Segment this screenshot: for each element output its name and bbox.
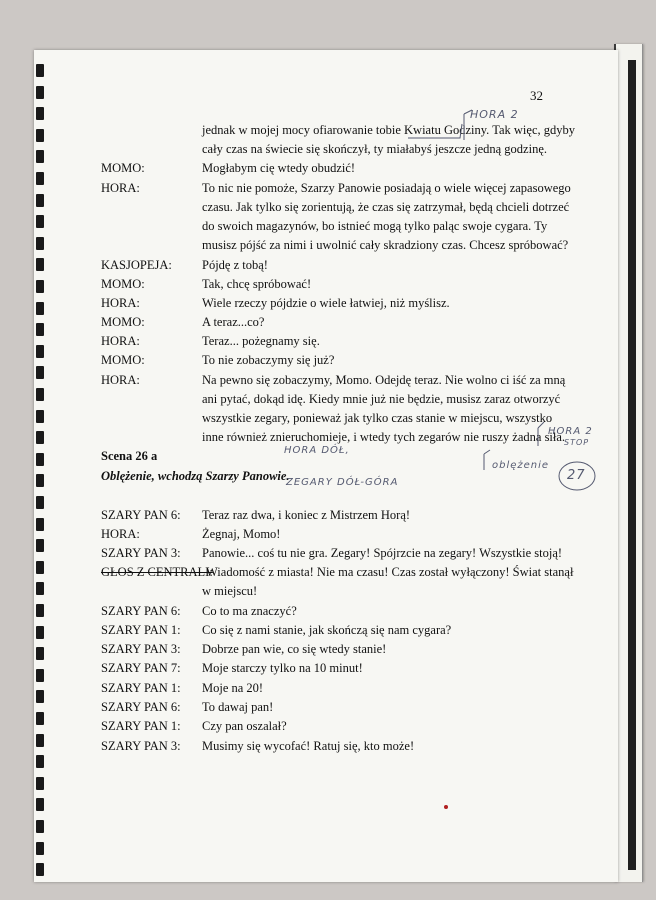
dialogue-text: Żegnaj, Momo! (202, 527, 281, 541)
speaker-label: MOMO: (101, 161, 145, 175)
speaker-label: SZARY PAN 3: (101, 739, 181, 753)
binding-hole (36, 690, 44, 703)
dialogue-text: Moje starczy tylko na 10 minut! (202, 661, 363, 675)
binding-hole (36, 755, 44, 768)
binding-hole (36, 561, 44, 574)
binding-hole (36, 626, 44, 639)
spiral-binding (34, 50, 46, 882)
binding-hole (36, 323, 44, 336)
speaker-label: HORA: (101, 296, 140, 310)
binding-hole (36, 582, 44, 595)
dialogue-text: Teraz... pożegnamy się. (202, 334, 320, 348)
handwritten-note: 27 (567, 468, 586, 483)
dialogue-text: Wiadomość z miasta! Nie ma czasu! Czas został wyłączony! Świat stanął (206, 565, 574, 579)
handwritten-note: STOP (564, 438, 590, 447)
handwritten-note: oblężenie (492, 460, 550, 471)
dialogue-text: Teraz raz dwa, i koniec z Mistrzem Horą! (202, 508, 411, 522)
dialogue-text: inne również znieruchomieje, i wtedy tych zegarów nie ruszy żadna siła. (202, 430, 566, 444)
speaker-label: SZARY PAN 1: (101, 623, 181, 637)
binding-hole (36, 712, 44, 725)
dialogue-text: cały czas na świecie się skończył, ty miałabyś jeszcze jedną godzinę. (202, 142, 547, 156)
dialogue-text: To dawaj pan! (202, 700, 274, 714)
speaker-label: HORA: (101, 373, 140, 387)
speaker-label: MOMO: (101, 277, 145, 291)
dialogue-text: To nie zobaczymy się już? (202, 353, 335, 367)
binding-hole (36, 172, 44, 185)
dialogue-text: Na pewno się zobaczymy, Momo. Odejdę teraz. Nie wolno ci iść za mną (202, 373, 566, 387)
binding-hole (36, 107, 44, 120)
dialogue-text: ani pytać, dokąd idę. Kiedy mnie już nie będzie, musisz zaraz otworzyć (202, 392, 561, 406)
speaker-label: MOMO: (101, 315, 145, 329)
speaker-label: SZARY PAN 6: (101, 604, 181, 618)
back-cover-edge (628, 60, 636, 870)
binding-hole (36, 258, 44, 271)
binding-hole (36, 842, 44, 855)
bracket-mark (484, 450, 490, 470)
binding-hole (36, 474, 44, 487)
handwritten-note: HORA DÓŁ, (284, 445, 350, 456)
dialogue-text: Wiele rzeczy pójdzie o wiele łatwiej, niż myślisz. (202, 296, 450, 310)
speaker-label-struck: GŁOS Z CENTRALI: (101, 565, 213, 579)
binding-hole (36, 64, 44, 77)
speaker-label: SZARY PAN 6: (101, 700, 181, 714)
handwritten-note: HORA 2 (470, 108, 519, 121)
page-number: 32 (530, 88, 543, 103)
speaker-label: SZARY PAN 1: (101, 681, 181, 695)
binding-hole (36, 345, 44, 358)
binding-hole (36, 194, 44, 207)
binding-hole (36, 129, 44, 142)
handwritten-note: ZEGARY DÓŁ-GÓRA (286, 477, 399, 488)
dialogue-text: Co to ma znaczyć? (202, 604, 297, 618)
speaker-label: SZARY PAN 3: (101, 642, 181, 656)
speaker-label: SZARY PAN 7: (101, 661, 181, 675)
binding-hole (36, 820, 44, 833)
dialogue-text: Panowie... coś tu nie gra. Zegary! Spójrzcie na zegary! Wszystkie stoją! (202, 546, 563, 560)
speaker-label: SZARY PAN 3: (101, 546, 181, 560)
dialogue-text: Pójdę z tobą! (202, 258, 268, 272)
binding-hole (36, 150, 44, 163)
binding-hole (36, 734, 44, 747)
binding-hole (36, 604, 44, 617)
stage-direction: Oblężenie, wchodzą Szarzy Panowie. (101, 469, 290, 483)
binding-hole (36, 453, 44, 466)
speaker-label: SZARY PAN 6: (101, 508, 181, 522)
binding-hole (36, 215, 44, 228)
dialogue-text: Mogłabym cię wtedy obudzić! (202, 161, 356, 175)
binding-hole (36, 366, 44, 379)
dialogue-text: Co się z nami stanie, jak skończą się nam cygara? (202, 623, 452, 637)
binding-hole (36, 431, 44, 444)
dialogue-text: Czy pan oszalał? (202, 719, 287, 733)
dialogue-text: Musimy się wycofać! Ratuj się, kto może! (202, 739, 415, 753)
scene-title: Scena 26 a (101, 449, 158, 463)
binding-hole (36, 777, 44, 790)
binding-hole (36, 669, 44, 682)
dialogue-text: czasu. Jak tylko się zorientują, że czas się zatrzymał, będą chcieli dotrzeć (202, 200, 570, 214)
speaker-label: HORA: (101, 334, 140, 348)
binding-hole (36, 798, 44, 811)
speaker-label: HORA: (101, 527, 140, 541)
binding-hole (36, 302, 44, 315)
binding-hole (36, 496, 44, 509)
dialogue-text: do swoich magazynów, bo istnieć mogą tylko paląc swoje cygara. Ty (202, 219, 548, 233)
binding-hole (36, 410, 44, 423)
speaker-label: SZARY PAN 1: (101, 719, 181, 733)
dialogue-text: Dobrze pan wie, co się wtedy stanie! (202, 642, 387, 656)
binding-hole (36, 86, 44, 99)
dialogue-text: wszystkie zegary, ponieważ jak tylko czas stanie w miejscu, wszystko (202, 411, 553, 425)
binding-hole (36, 518, 44, 531)
binding-hole (36, 539, 44, 552)
binding-hole (36, 388, 44, 401)
speaker-label: KASJOPEJA: (101, 258, 172, 272)
handwritten-note: HORA 2 (548, 426, 593, 437)
ink-dot (444, 805, 448, 809)
dialogue-text: To nic nie pomoże, Szarzy Panowie posiadają o wiele więcej zapasowego (202, 181, 571, 195)
binding-hole (36, 237, 44, 250)
script-page (34, 50, 618, 882)
dialogue-text: jednak w mojej mocy ofiarowanie tobie Kwiatu Godziny. Tak więc, gdyby (202, 123, 575, 137)
binding-hole (36, 280, 44, 293)
dialogue-text: musisz pójść za nimi i uwolnić cały skradziony czas. Chcesz spróbować? (202, 238, 569, 252)
dialogue-text: Tak, chcę spróbować! (202, 277, 312, 291)
binding-hole (36, 647, 44, 660)
speaker-label: MOMO: (101, 353, 145, 367)
dialogue-text: w miejscu! (202, 584, 258, 598)
dialogue-text: Moje na 20! (202, 681, 264, 695)
dialogue-text: A teraz...co? (202, 315, 265, 329)
speaker-label: HORA: (101, 181, 140, 195)
binding-hole (36, 863, 44, 876)
